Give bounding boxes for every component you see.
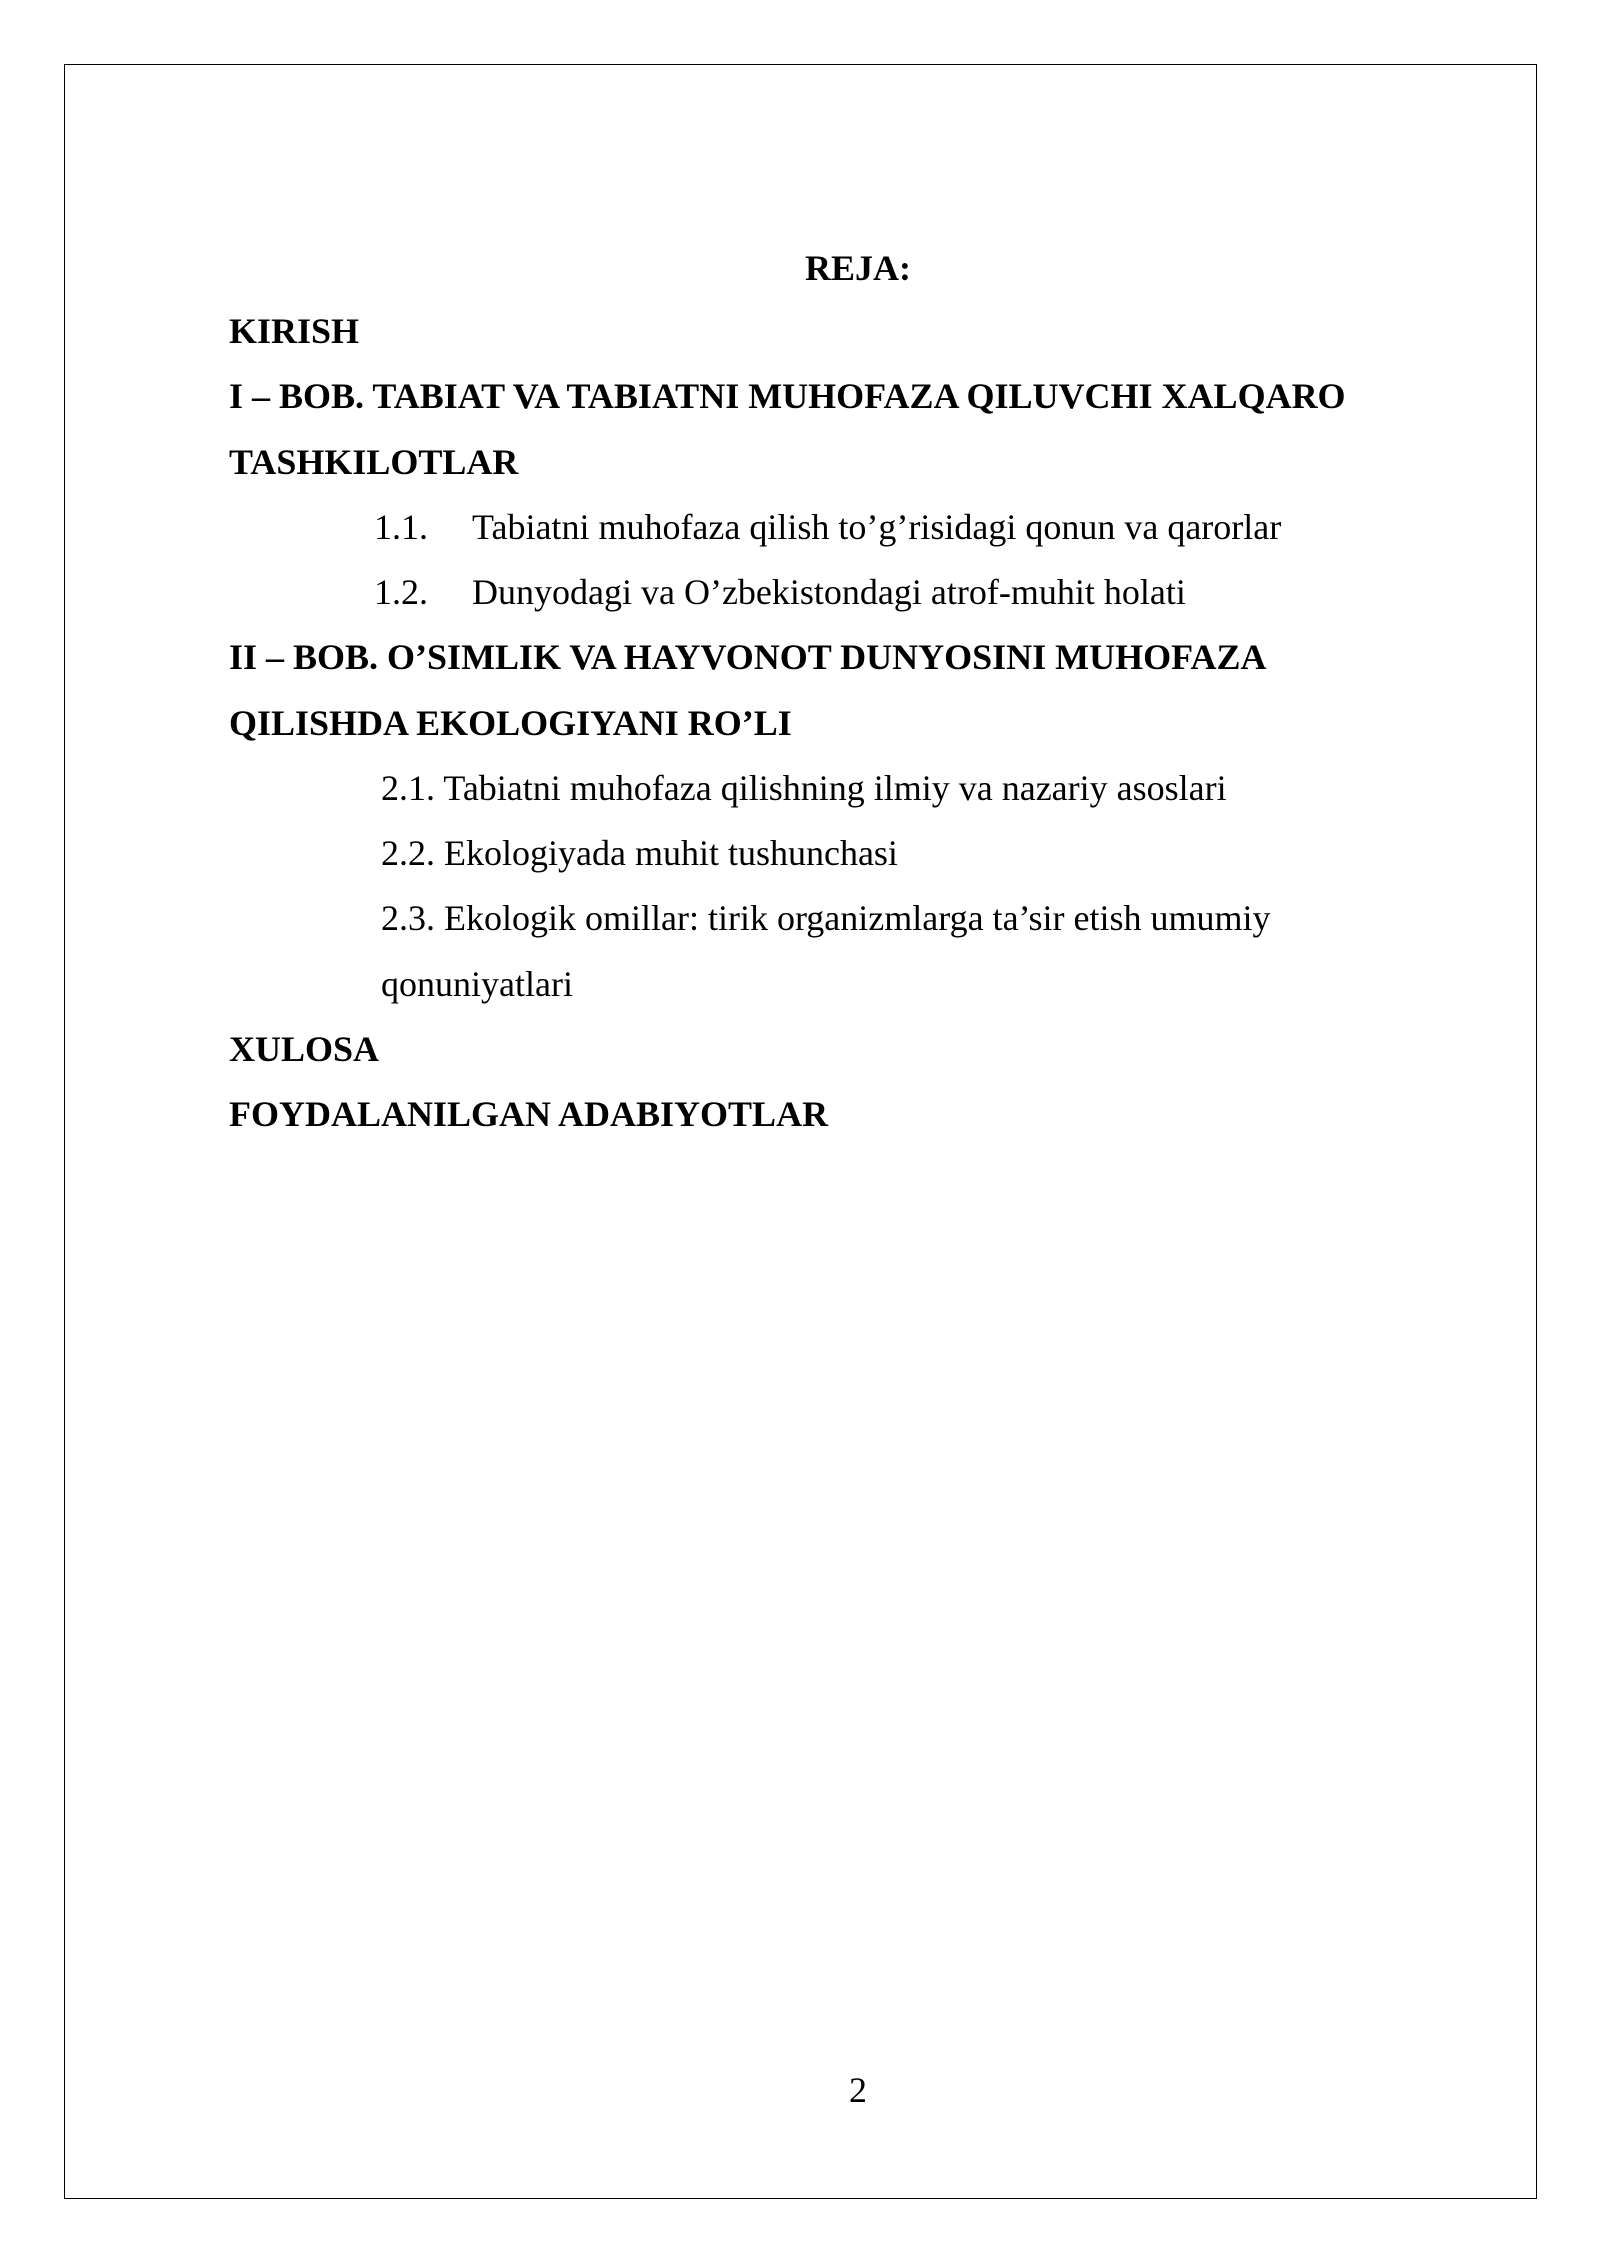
toc-references: FOYDALANILGAN ADABIYOTLAR	[229, 1094, 829, 1134]
toc-chapter1-line1: I – BOB. TABIAT VA TABIATNI MUHOFAZA QILUVCHI XALQARO	[229, 376, 1346, 416]
toc-section-2-3: 2.3. Ekologik omillar: tirik organizmlarga ta’sir etish umumiy	[381, 898, 1271, 938]
toc-chapter1-line2: TASHKILOTLAR	[229, 442, 519, 482]
toc-section-2-2: 2.2. Ekologiyada muhit tushunchasi	[381, 833, 898, 873]
toc-chapter2-line1: II – BOB. O’SIMLIK VA HAYVONOT DUNYOSINI MUHOFAZA	[229, 637, 1267, 677]
plan-title: REJA:	[805, 248, 911, 288]
toc-intro: KIRISH	[229, 311, 360, 351]
toc-section-1-1-title: Tabiatni muhofaza qilish to’g’risidagi qonun va qarorlar	[472, 507, 1282, 547]
toc-conclusion: XULOSA	[229, 1029, 380, 1069]
toc-section-2-3-continuation: qonuniyatlari	[381, 964, 573, 1004]
page-number: 2	[849, 2070, 867, 2110]
toc-chapter2-line2: QILISHDA EKOLOGIYANI RO’LI	[229, 703, 792, 743]
toc-section-1-2-number: 1.2.	[374, 572, 428, 612]
toc-section-1-1-number: 1.1.	[374, 507, 428, 547]
toc-section-2-1: 2.1. Tabiatni muhofaza qilishning ilmiy va nazariy asoslari	[381, 768, 1227, 808]
toc-section-1-2-title: Dunyodagi va O’zbekistondagi atrof-muhit holati	[472, 572, 1186, 612]
